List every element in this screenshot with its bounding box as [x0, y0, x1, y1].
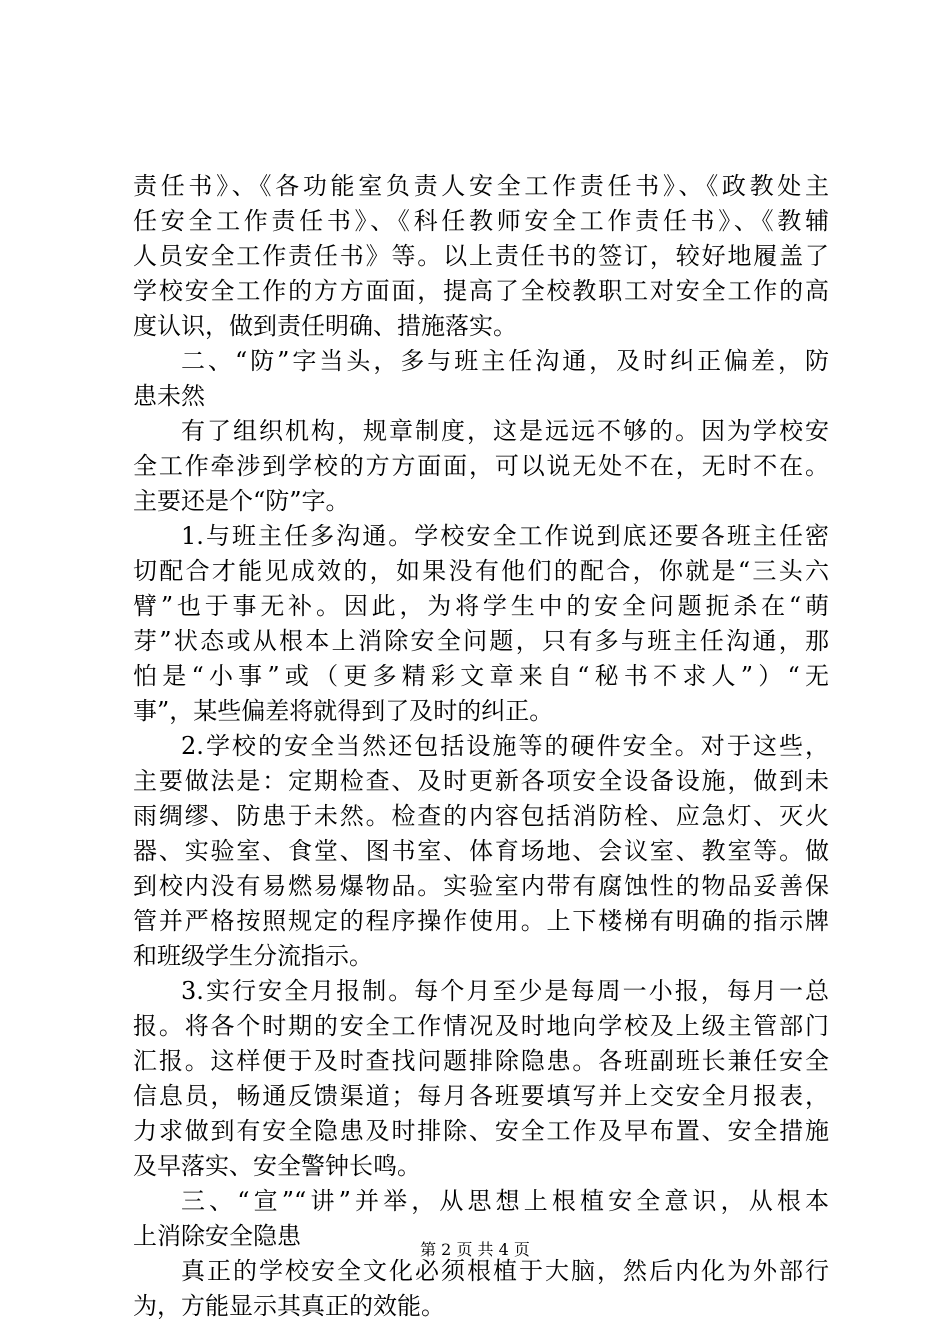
text-line: 人员安全工作责任书》等。以上责任书的签订，较好地履盖了 — [133, 242, 829, 270]
document-body — [133, 169, 829, 1324]
text-line: 1.与班主任多沟通。学校安全工作说到底还要各班主任密 — [181, 522, 829, 550]
text-line: 力求做到有安全隐患及时排除、安全工作及早布置、安全措施 — [133, 1117, 829, 1145]
text-line: 为，方能显示其真正的效能。 — [133, 1292, 445, 1320]
text-line: 信息员，畅通反馈渠道；每月各班要填写并上交安全月报表， — [133, 1082, 829, 1110]
text-line: 三、“宣”“讲”并举，从思想上根植安全意识，从根本 — [181, 1187, 829, 1215]
text-line: 雨绸缪、防患于未然。检查的内容包括消防栓、应急灯、灭火 — [133, 802, 829, 830]
text-line: 度认识，做到责任明确、措施落实。 — [133, 312, 517, 340]
text-line: 管并严格按照规定的程序操作使用。上下楼梯有明确的指示牌 — [133, 907, 829, 935]
text-line: 器、实验室、食堂、图书室、体育场地、会议室、教室等。做 — [133, 837, 829, 865]
text-line: 全工作牵涉到学校的方方面面，可以说无处不在，无时不在。 — [133, 452, 829, 480]
text-line: 患未然 — [133, 382, 205, 410]
text-line: 怕是“小事”或（更多精彩文章来自“秘书不求人”）“无 — [133, 662, 829, 690]
text-line: 二、“防”字当头，多与班主任沟通，及时纠正偏差，防 — [181, 347, 829, 375]
text-line: 切配合才能见成效的，如果没有他们的配合，你就是“三头六 — [133, 557, 829, 585]
text-line: 学校安全工作的方方面面，提高了全校教职工对安全工作的高 — [133, 277, 829, 305]
text-line: 汇报。这样便于及时查找问题排除隐患。各班副班长兼任安全 — [133, 1047, 829, 1075]
page-footer: 第 2 页 共 4 页 — [420, 1240, 530, 1259]
text-line: 芽”状态或从根本上消除安全问题，只有多与班主任沟通，那 — [133, 627, 829, 655]
text-line: 主要做法是：定期检查、及时更新各项安全设备设施，做到未 — [133, 767, 829, 795]
text-line: 和班级学生分流指示。 — [133, 942, 373, 970]
text-line: 臂”也于事无补。因此，为将学生中的安全问题扼杀在“萌 — [133, 592, 829, 620]
text-line: 报。将各个时期的安全工作情况及时地向学校及上级主管部门 — [133, 1012, 829, 1040]
text-line: 3.实行安全月报制。每个月至少是每周一小报，每月一总 — [181, 977, 829, 1005]
text-line: 真正的学校安全文化必须根植于大脑，然后内化为外部行 — [181, 1257, 829, 1285]
text-line: 2.学校的安全当然还包括设施等的硬件安全。对于这些， — [181, 732, 829, 760]
text-line: 事”，某些偏差将就得到了及时的纠正。 — [133, 697, 554, 725]
text-line: 上消除安全隐患 — [133, 1222, 301, 1250]
text-line: 到校内没有易燃易爆物品。实验室内带有腐蚀性的物品妥善保 — [133, 872, 829, 900]
text-line: 及早落实、安全警钟长鸣。 — [133, 1152, 421, 1180]
text-line: 有了组织机构，规章制度，这是远远不够的。因为学校安 — [181, 417, 829, 445]
text-line: 主要还是个“防”字。 — [133, 487, 350, 515]
text-line: 责任书》、《各功能室负责人安全工作责任书》、《政教处主 — [133, 172, 829, 200]
text-line: 任安全工作责任书》、《科任教师安全工作责任书》、《教辅 — [133, 207, 829, 235]
